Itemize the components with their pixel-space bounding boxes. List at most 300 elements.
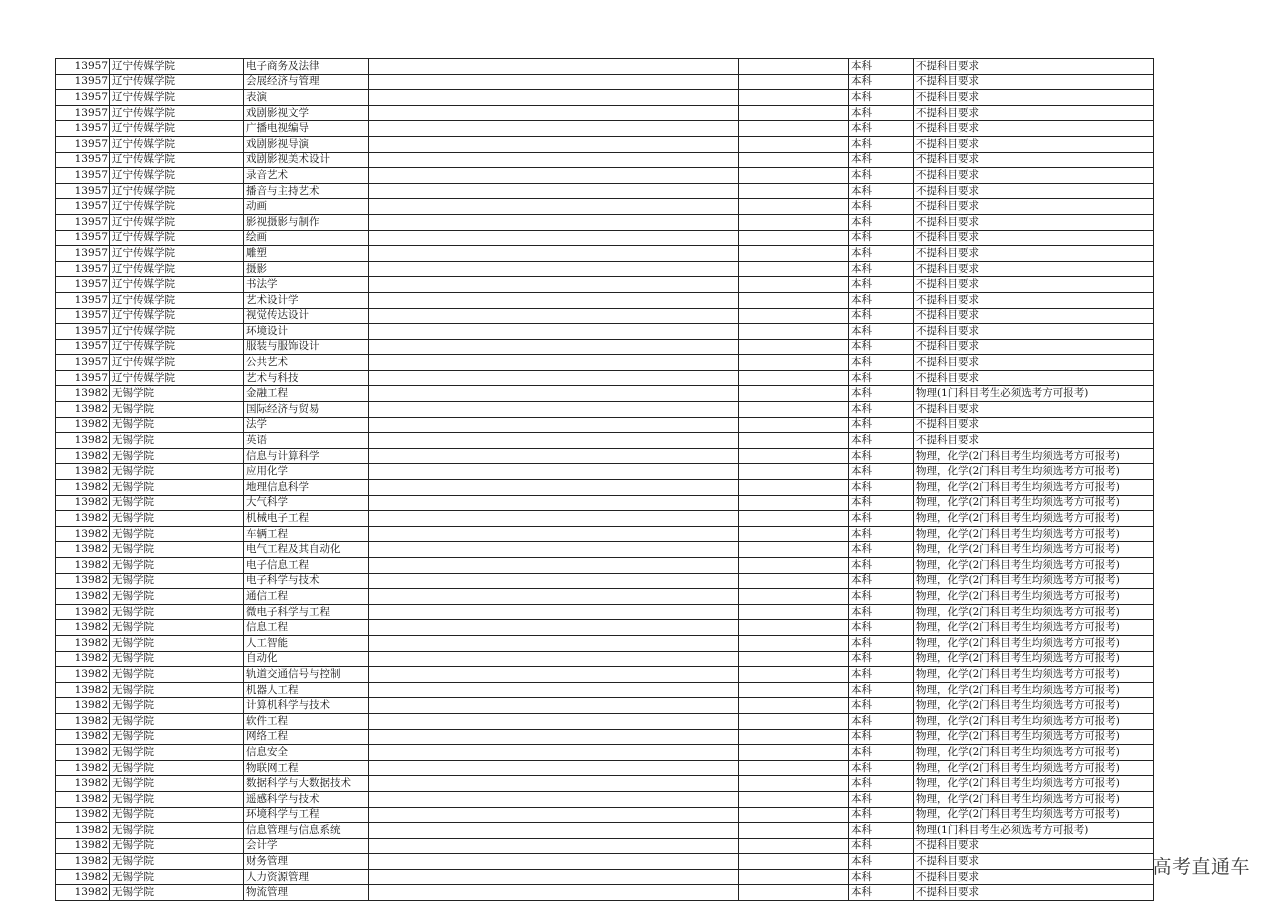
major-name-cell: 戏剧影视美术设计 xyxy=(244,152,369,168)
requirement-cell: 不提科目要求 xyxy=(914,324,1154,340)
major-name-cell: 人工智能 xyxy=(244,635,369,651)
requirement-cell: 不提科目要求 xyxy=(914,402,1154,418)
blank-cell xyxy=(369,355,739,371)
major-name-cell: 戏剧影视文学 xyxy=(244,105,369,121)
level-cell: 本科 xyxy=(849,651,914,667)
table-row xyxy=(56,745,1154,761)
blank-cell xyxy=(739,417,849,433)
blank-cell xyxy=(739,308,849,324)
major-name-cell: 电气工程及其自动化 xyxy=(244,542,369,558)
subject-requirements-table xyxy=(55,58,1154,901)
level-cell: 本科 xyxy=(849,573,914,589)
requirement-cell: 不提科目要求 xyxy=(914,168,1154,184)
school-name-cell: 无锡学院 xyxy=(110,558,244,574)
blank-cell xyxy=(369,199,739,215)
requirement-cell: 不提科目要求 xyxy=(914,417,1154,433)
table-row xyxy=(56,823,1154,839)
school-code-cell: 13982 xyxy=(56,667,110,683)
level-cell: 本科 xyxy=(849,713,914,729)
school-code-cell: 13957 xyxy=(56,105,110,121)
requirement-cell: 物理，化学(2门科目考生均须选考方可报考) xyxy=(914,745,1154,761)
blank-cell xyxy=(369,604,739,620)
level-cell: 本科 xyxy=(849,464,914,480)
blank-cell xyxy=(739,168,849,184)
major-name-cell: 信息与计算科学 xyxy=(244,448,369,464)
level-cell: 本科 xyxy=(849,402,914,418)
level-cell: 本科 xyxy=(849,136,914,152)
major-name-cell: 视觉传达设计 xyxy=(244,308,369,324)
table-row xyxy=(56,136,1154,152)
major-name-cell: 计算机科学与技术 xyxy=(244,698,369,714)
requirement-cell: 不提科目要求 xyxy=(914,136,1154,152)
school-code-cell: 13957 xyxy=(56,324,110,340)
level-cell: 本科 xyxy=(849,667,914,683)
table-row xyxy=(56,246,1154,262)
school-name-cell: 无锡学院 xyxy=(110,838,244,854)
school-code-cell: 13957 xyxy=(56,90,110,106)
major-name-cell: 电子信息工程 xyxy=(244,558,369,574)
school-name-cell: 无锡学院 xyxy=(110,651,244,667)
table-row xyxy=(56,511,1154,527)
blank-cell xyxy=(739,292,849,308)
school-code-cell: 13982 xyxy=(56,682,110,698)
blank-cell xyxy=(739,199,849,215)
blank-cell xyxy=(369,90,739,106)
level-cell: 本科 xyxy=(849,854,914,870)
blank-cell xyxy=(739,448,849,464)
school-name-cell: 辽宁传媒学院 xyxy=(110,136,244,152)
school-name-cell: 辽宁传媒学院 xyxy=(110,355,244,371)
major-name-cell: 摄影 xyxy=(244,261,369,277)
level-cell: 本科 xyxy=(849,776,914,792)
requirement-cell: 不提科目要求 xyxy=(914,199,1154,215)
blank-cell xyxy=(369,885,739,901)
requirement-cell: 物理，化学(2门科目考生均须选考方可报考) xyxy=(914,635,1154,651)
school-name-cell: 辽宁传媒学院 xyxy=(110,168,244,184)
requirement-cell: 物理，化学(2门科目考生均须选考方可报考) xyxy=(914,495,1154,511)
blank-cell xyxy=(739,261,849,277)
blank-cell xyxy=(369,183,739,199)
school-code-cell: 13982 xyxy=(56,729,110,745)
school-code-cell: 13982 xyxy=(56,464,110,480)
level-cell: 本科 xyxy=(849,386,914,402)
major-name-cell: 大气科学 xyxy=(244,495,369,511)
school-name-cell: 无锡学院 xyxy=(110,464,244,480)
table-row xyxy=(56,729,1154,745)
watermark-text: 高考直通车 xyxy=(1152,856,1250,878)
blank-cell xyxy=(739,823,849,839)
requirement-cell: 物理，化学(2门科目考生均须选考方可报考) xyxy=(914,589,1154,605)
major-name-cell: 机器人工程 xyxy=(244,682,369,698)
major-name-cell: 机械电子工程 xyxy=(244,511,369,527)
blank-cell xyxy=(369,417,739,433)
major-name-cell: 广播电视编导 xyxy=(244,121,369,137)
level-cell: 本科 xyxy=(849,417,914,433)
blank-cell xyxy=(739,121,849,137)
table-row xyxy=(56,807,1154,823)
school-code-cell: 13982 xyxy=(56,651,110,667)
requirement-cell: 不提科目要求 xyxy=(914,869,1154,885)
requirement-cell: 不提科目要求 xyxy=(914,308,1154,324)
level-cell: 本科 xyxy=(849,168,914,184)
level-cell: 本科 xyxy=(849,105,914,121)
school-code-cell: 13957 xyxy=(56,292,110,308)
level-cell: 本科 xyxy=(849,448,914,464)
table-row xyxy=(56,339,1154,355)
school-code-cell: 13957 xyxy=(56,136,110,152)
blank-cell xyxy=(369,760,739,776)
school-name-cell: 辽宁传媒学院 xyxy=(110,152,244,168)
table-row xyxy=(56,635,1154,651)
blank-cell xyxy=(369,791,739,807)
blank-cell xyxy=(369,386,739,402)
school-name-cell: 无锡学院 xyxy=(110,776,244,792)
school-name-cell: 辽宁传媒学院 xyxy=(110,246,244,262)
major-name-cell: 地理信息科学 xyxy=(244,480,369,496)
requirement-cell: 不提科目要求 xyxy=(914,90,1154,106)
school-code-cell: 13957 xyxy=(56,277,110,293)
school-name-cell: 无锡学院 xyxy=(110,807,244,823)
blank-cell xyxy=(739,433,849,449)
school-name-cell: 辽宁传媒学院 xyxy=(110,214,244,230)
school-code-cell: 13982 xyxy=(56,698,110,714)
table-row xyxy=(56,651,1154,667)
school-code-cell: 13957 xyxy=(56,152,110,168)
table-row xyxy=(56,261,1154,277)
school-name-cell: 辽宁传媒学院 xyxy=(110,74,244,90)
blank-cell xyxy=(369,74,739,90)
blank-cell xyxy=(739,885,849,901)
table-row xyxy=(56,370,1154,386)
table-row xyxy=(56,698,1154,714)
school-name-cell: 辽宁传媒学院 xyxy=(110,230,244,246)
major-name-cell: 书法学 xyxy=(244,277,369,293)
blank-cell xyxy=(369,261,739,277)
table-row xyxy=(56,386,1154,402)
level-cell: 本科 xyxy=(849,246,914,262)
level-cell: 本科 xyxy=(849,183,914,199)
requirement-cell: 物理，化学(2门科目考生均须选考方可报考) xyxy=(914,682,1154,698)
blank-cell xyxy=(369,308,739,324)
requirement-cell: 物理，化学(2门科目考生均须选考方可报考) xyxy=(914,542,1154,558)
blank-cell xyxy=(369,105,739,121)
school-code-cell: 13982 xyxy=(56,869,110,885)
major-name-cell: 数据科学与大数据技术 xyxy=(244,776,369,792)
school-code-cell: 13957 xyxy=(56,199,110,215)
blank-cell xyxy=(739,713,849,729)
blank-cell xyxy=(739,511,849,527)
major-name-cell: 动画 xyxy=(244,199,369,215)
level-cell: 本科 xyxy=(849,838,914,854)
table-row xyxy=(56,791,1154,807)
school-code-cell: 13982 xyxy=(56,807,110,823)
school-code-cell: 13982 xyxy=(56,854,110,870)
requirement-cell: 物理，化学(2门科目考生均须选考方可报考) xyxy=(914,651,1154,667)
school-name-cell: 辽宁传媒学院 xyxy=(110,261,244,277)
major-name-cell: 财务管理 xyxy=(244,854,369,870)
requirement-cell: 不提科目要求 xyxy=(914,355,1154,371)
school-name-cell: 无锡学院 xyxy=(110,573,244,589)
level-cell: 本科 xyxy=(849,277,914,293)
level-cell: 本科 xyxy=(849,745,914,761)
school-code-cell: 13982 xyxy=(56,620,110,636)
table-row xyxy=(56,526,1154,542)
blank-cell xyxy=(739,59,849,75)
requirement-cell: 物理，化学(2门科目考生均须选考方可报考) xyxy=(914,713,1154,729)
requirement-cell: 物理(1门科目考生必须选考方可报考) xyxy=(914,823,1154,839)
level-cell: 本科 xyxy=(849,324,914,340)
blank-cell xyxy=(369,651,739,667)
level-cell: 本科 xyxy=(849,308,914,324)
requirement-cell: 物理，化学(2门科目考生均须选考方可报考) xyxy=(914,760,1154,776)
school-code-cell: 13982 xyxy=(56,402,110,418)
table-row xyxy=(56,667,1154,683)
blank-cell xyxy=(739,854,849,870)
level-cell: 本科 xyxy=(849,682,914,698)
school-code-cell: 13982 xyxy=(56,745,110,761)
school-name-cell: 无锡学院 xyxy=(110,791,244,807)
blank-cell xyxy=(739,651,849,667)
major-name-cell: 会计学 xyxy=(244,838,369,854)
school-name-cell: 辽宁传媒学院 xyxy=(110,308,244,324)
blank-cell xyxy=(369,526,739,542)
blank-cell xyxy=(369,152,739,168)
table-row xyxy=(56,838,1154,854)
blank-cell xyxy=(739,339,849,355)
school-code-cell: 13982 xyxy=(56,433,110,449)
level-cell: 本科 xyxy=(849,635,914,651)
blank-cell xyxy=(369,823,739,839)
requirement-cell: 不提科目要求 xyxy=(914,105,1154,121)
major-name-cell: 微电子科学与工程 xyxy=(244,604,369,620)
table-row xyxy=(56,214,1154,230)
major-name-cell: 表演 xyxy=(244,90,369,106)
requirement-cell: 物理，化学(2门科目考生均须选考方可报考) xyxy=(914,558,1154,574)
table-body xyxy=(56,59,1154,901)
major-name-cell: 环境科学与工程 xyxy=(244,807,369,823)
blank-cell xyxy=(739,526,849,542)
requirement-cell: 不提科目要求 xyxy=(914,183,1154,199)
school-name-cell: 辽宁传媒学院 xyxy=(110,59,244,75)
blank-cell xyxy=(739,355,849,371)
requirement-cell: 不提科目要求 xyxy=(914,74,1154,90)
requirement-cell: 不提科目要求 xyxy=(914,152,1154,168)
blank-cell xyxy=(369,292,739,308)
table-row xyxy=(56,433,1154,449)
requirement-cell: 不提科目要求 xyxy=(914,433,1154,449)
blank-cell xyxy=(739,791,849,807)
school-name-cell: 无锡学院 xyxy=(110,713,244,729)
table-row xyxy=(56,620,1154,636)
blank-cell xyxy=(739,464,849,480)
major-name-cell: 电子科学与技术 xyxy=(244,573,369,589)
blank-cell xyxy=(739,667,849,683)
table-row xyxy=(56,464,1154,480)
school-code-cell: 13982 xyxy=(56,760,110,776)
school-code-cell: 13957 xyxy=(56,339,110,355)
school-code-cell: 13982 xyxy=(56,635,110,651)
table-row xyxy=(56,121,1154,137)
level-cell: 本科 xyxy=(849,495,914,511)
requirement-cell: 不提科目要求 xyxy=(914,59,1154,75)
blank-cell xyxy=(369,324,739,340)
blank-cell xyxy=(369,729,739,745)
school-name-cell: 辽宁传媒学院 xyxy=(110,105,244,121)
table-row xyxy=(56,495,1154,511)
school-name-cell: 无锡学院 xyxy=(110,604,244,620)
level-cell: 本科 xyxy=(849,339,914,355)
school-code-cell: 13982 xyxy=(56,558,110,574)
school-name-cell: 无锡学院 xyxy=(110,542,244,558)
table-row xyxy=(56,885,1154,901)
major-name-cell: 艺术与科技 xyxy=(244,370,369,386)
level-cell: 本科 xyxy=(849,698,914,714)
requirement-cell: 物理，化学(2门科目考生均须选考方可报考) xyxy=(914,448,1154,464)
school-code-cell: 13982 xyxy=(56,480,110,496)
table-row xyxy=(56,760,1154,776)
table-row xyxy=(56,324,1154,340)
table-row xyxy=(56,105,1154,121)
requirement-cell: 不提科目要求 xyxy=(914,854,1154,870)
level-cell: 本科 xyxy=(849,59,914,75)
school-name-cell: 无锡学院 xyxy=(110,854,244,870)
school-name-cell: 无锡学院 xyxy=(110,620,244,636)
major-name-cell: 公共艺术 xyxy=(244,355,369,371)
school-name-cell: 无锡学院 xyxy=(110,417,244,433)
level-cell: 本科 xyxy=(849,74,914,90)
level-cell: 本科 xyxy=(849,729,914,745)
level-cell: 本科 xyxy=(849,230,914,246)
blank-cell xyxy=(739,589,849,605)
major-name-cell: 服装与服饰设计 xyxy=(244,339,369,355)
school-name-cell: 辽宁传媒学院 xyxy=(110,199,244,215)
blank-cell xyxy=(369,713,739,729)
level-cell: 本科 xyxy=(849,261,914,277)
table-row xyxy=(56,604,1154,620)
requirement-cell: 物理(1门科目考生必须选考方可报考) xyxy=(914,386,1154,402)
level-cell: 本科 xyxy=(849,199,914,215)
major-name-cell: 艺术设计学 xyxy=(244,292,369,308)
requirement-cell: 物理，化学(2门科目考生均须选考方可报考) xyxy=(914,480,1154,496)
major-name-cell: 轨道交通信号与控制 xyxy=(244,667,369,683)
requirement-cell: 物理，化学(2门科目考生均须选考方可报考) xyxy=(914,573,1154,589)
major-name-cell: 影视摄影与制作 xyxy=(244,214,369,230)
school-name-cell: 无锡学院 xyxy=(110,729,244,745)
major-name-cell: 车辆工程 xyxy=(244,526,369,542)
blank-cell xyxy=(739,480,849,496)
requirement-cell: 物理，化学(2门科目考生均须选考方可报考) xyxy=(914,776,1154,792)
school-name-cell: 无锡学院 xyxy=(110,667,244,683)
major-name-cell: 国际经济与贸易 xyxy=(244,402,369,418)
blank-cell xyxy=(369,589,739,605)
blank-cell xyxy=(369,433,739,449)
blank-cell xyxy=(369,121,739,137)
blank-cell xyxy=(739,495,849,511)
school-name-cell: 无锡学院 xyxy=(110,635,244,651)
requirement-cell: 物理，化学(2门科目考生均须选考方可报考) xyxy=(914,807,1154,823)
school-code-cell: 13982 xyxy=(56,573,110,589)
school-code-cell: 13957 xyxy=(56,74,110,90)
blank-cell xyxy=(739,370,849,386)
school-name-cell: 辽宁传媒学院 xyxy=(110,292,244,308)
table-row xyxy=(56,448,1154,464)
blank-cell xyxy=(739,776,849,792)
major-name-cell: 电子商务及法律 xyxy=(244,59,369,75)
level-cell: 本科 xyxy=(849,620,914,636)
table-row xyxy=(56,542,1154,558)
requirement-cell: 不提科目要求 xyxy=(914,246,1154,262)
school-name-cell: 无锡学院 xyxy=(110,402,244,418)
major-name-cell: 遥感科学与技术 xyxy=(244,791,369,807)
blank-cell xyxy=(369,620,739,636)
blank-cell xyxy=(369,448,739,464)
blank-cell xyxy=(369,59,739,75)
school-name-cell: 无锡学院 xyxy=(110,760,244,776)
major-name-cell: 录音艺术 xyxy=(244,168,369,184)
table-row xyxy=(56,183,1154,199)
blank-cell xyxy=(369,495,739,511)
school-name-cell: 无锡学院 xyxy=(110,480,244,496)
major-name-cell: 环境设计 xyxy=(244,324,369,340)
major-name-cell: 物联网工程 xyxy=(244,760,369,776)
requirement-cell: 物理，化学(2门科目考生均须选考方可报考) xyxy=(914,698,1154,714)
requirement-cell: 物理，化学(2门科目考生均须选考方可报考) xyxy=(914,526,1154,542)
school-code-cell: 13982 xyxy=(56,791,110,807)
level-cell: 本科 xyxy=(849,90,914,106)
blank-cell xyxy=(739,760,849,776)
major-name-cell: 会展经济与管理 xyxy=(244,74,369,90)
table-row xyxy=(56,854,1154,870)
requirement-cell: 物理，化学(2门科目考生均须选考方可报考) xyxy=(914,464,1154,480)
school-name-cell: 无锡学院 xyxy=(110,682,244,698)
blank-cell xyxy=(739,698,849,714)
blank-cell xyxy=(739,542,849,558)
blank-cell xyxy=(369,745,739,761)
blank-cell xyxy=(369,698,739,714)
blank-cell xyxy=(369,776,739,792)
school-code-cell: 13982 xyxy=(56,511,110,527)
blank-cell xyxy=(369,230,739,246)
table-row xyxy=(56,573,1154,589)
requirement-cell: 物理，化学(2门科目考生均须选考方可报考) xyxy=(914,511,1154,527)
requirement-cell: 不提科目要求 xyxy=(914,121,1154,137)
school-code-cell: 13982 xyxy=(56,417,110,433)
level-cell: 本科 xyxy=(849,152,914,168)
table-row xyxy=(56,90,1154,106)
requirement-cell: 不提科目要求 xyxy=(914,339,1154,355)
school-code-cell: 13957 xyxy=(56,355,110,371)
school-name-cell: 辽宁传媒学院 xyxy=(110,121,244,137)
table-row xyxy=(56,776,1154,792)
table-row xyxy=(56,152,1154,168)
level-cell: 本科 xyxy=(849,370,914,386)
major-name-cell: 软件工程 xyxy=(244,713,369,729)
school-name-cell: 无锡学院 xyxy=(110,823,244,839)
blank-cell xyxy=(369,667,739,683)
blank-cell xyxy=(369,573,739,589)
blank-cell xyxy=(369,682,739,698)
school-code-cell: 13982 xyxy=(56,713,110,729)
blank-cell xyxy=(369,370,739,386)
school-code-cell: 13982 xyxy=(56,838,110,854)
level-cell: 本科 xyxy=(849,869,914,885)
blank-cell xyxy=(739,573,849,589)
blank-cell xyxy=(739,745,849,761)
table-row xyxy=(56,74,1154,90)
level-cell: 本科 xyxy=(849,355,914,371)
table-row xyxy=(56,230,1154,246)
table-row xyxy=(56,589,1154,605)
